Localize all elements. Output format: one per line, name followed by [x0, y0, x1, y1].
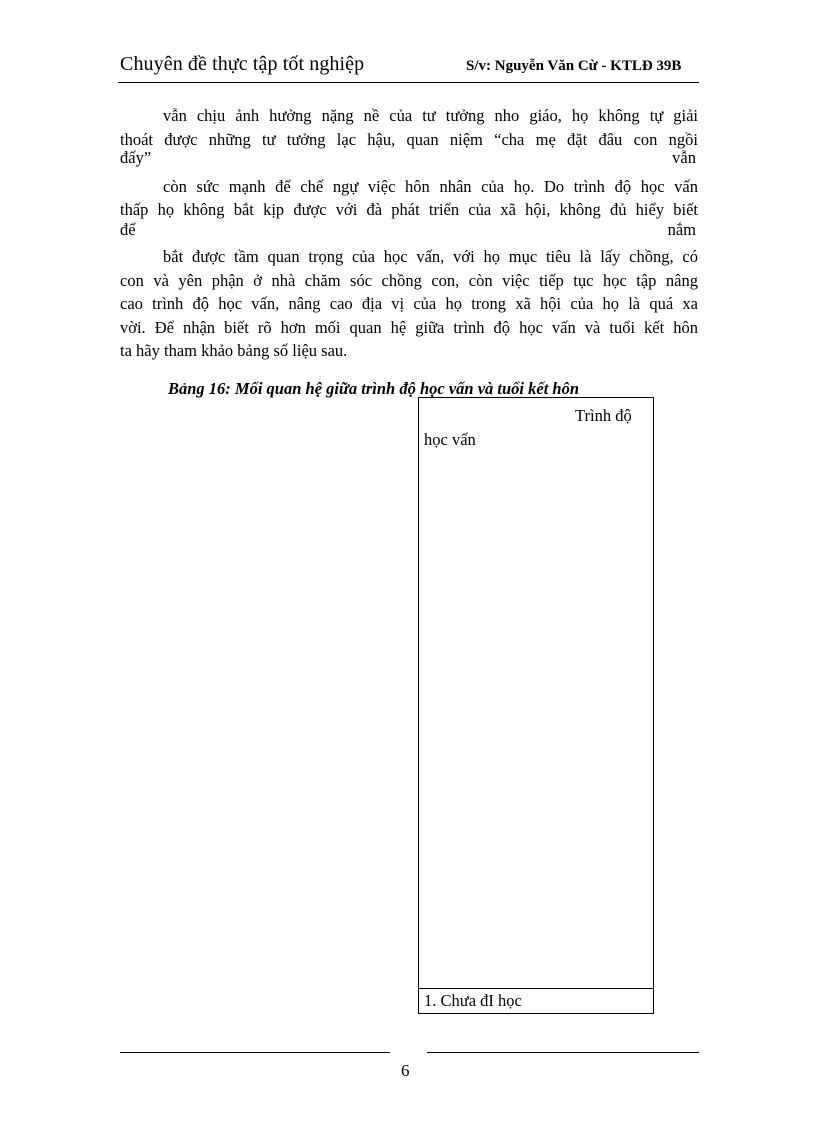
body-line: ta hãy tham khảo bảng số liệu sau. — [120, 341, 348, 360]
table-row-label: 1. Chưa đI học — [424, 991, 522, 1010]
body-line: vời. Để nhận biết rõ hơn mối quan hệ giữa trình độ học vấn và tuổi kết hôn — [120, 317, 698, 337]
table-header-cell-line1: Trình độ — [575, 406, 632, 425]
body-line: thấp họ không bắt kịp được với đà phát triển của xã hội, không đủ hiểy biết — [120, 200, 698, 219]
body-line: đấy” — [120, 148, 152, 167]
data-table — [418, 397, 654, 1014]
body-line: vẫn — [672, 148, 696, 167]
body-line: nắm — [667, 219, 696, 239]
body-line: để — [120, 219, 136, 239]
header-author: S/v: Nguyễn Văn Cừ - KTLĐ 39B — [466, 58, 682, 74]
table-row-divider — [418, 988, 654, 989]
footer-rule-right — [427, 1052, 699, 1053]
body-line: cao trình độ học vấn, nâng cao địa vị của họ trong xã hội của họ là quá xa — [120, 294, 698, 313]
table-caption: Bảng 16: Mối quan hệ giữa trình độ học vấn và tuổi kết hôn — [168, 379, 580, 398]
body-line: bắt được tầm quan trọng của học vấn, với họ mục tiêu là lấy chồng, có — [163, 247, 698, 266]
body-line: còn sức mạnh để chế ngự việc hôn nhân của họ. Do trình độ học vấn — [163, 176, 698, 196]
body-line: thoát được những tư tưởng lạc hậu, quan niệm “cha mẹ đặt đâu con ngồi — [120, 129, 698, 149]
body-line-split — [120, 219, 698, 246]
table-header-cell-line2: học vấn — [424, 430, 476, 449]
header-title: Chuyên đề thực tập tốt nghiệp — [120, 53, 365, 75]
body-line: vẫn chịu ảnh hưởng nặng nề của tư tưởng nho giáo, họ không tự giải — [163, 106, 698, 125]
body-paragraph — [120, 104, 698, 363]
body-line: con và yên phận ở nhà chăm sóc chồng con, còn việc tiếp tục học tập nâng — [120, 270, 698, 290]
body-line-split — [120, 148, 698, 175]
footer-rule-left — [120, 1052, 390, 1053]
page-number: 6 — [401, 1061, 410, 1080]
header-rule — [118, 82, 699, 83]
